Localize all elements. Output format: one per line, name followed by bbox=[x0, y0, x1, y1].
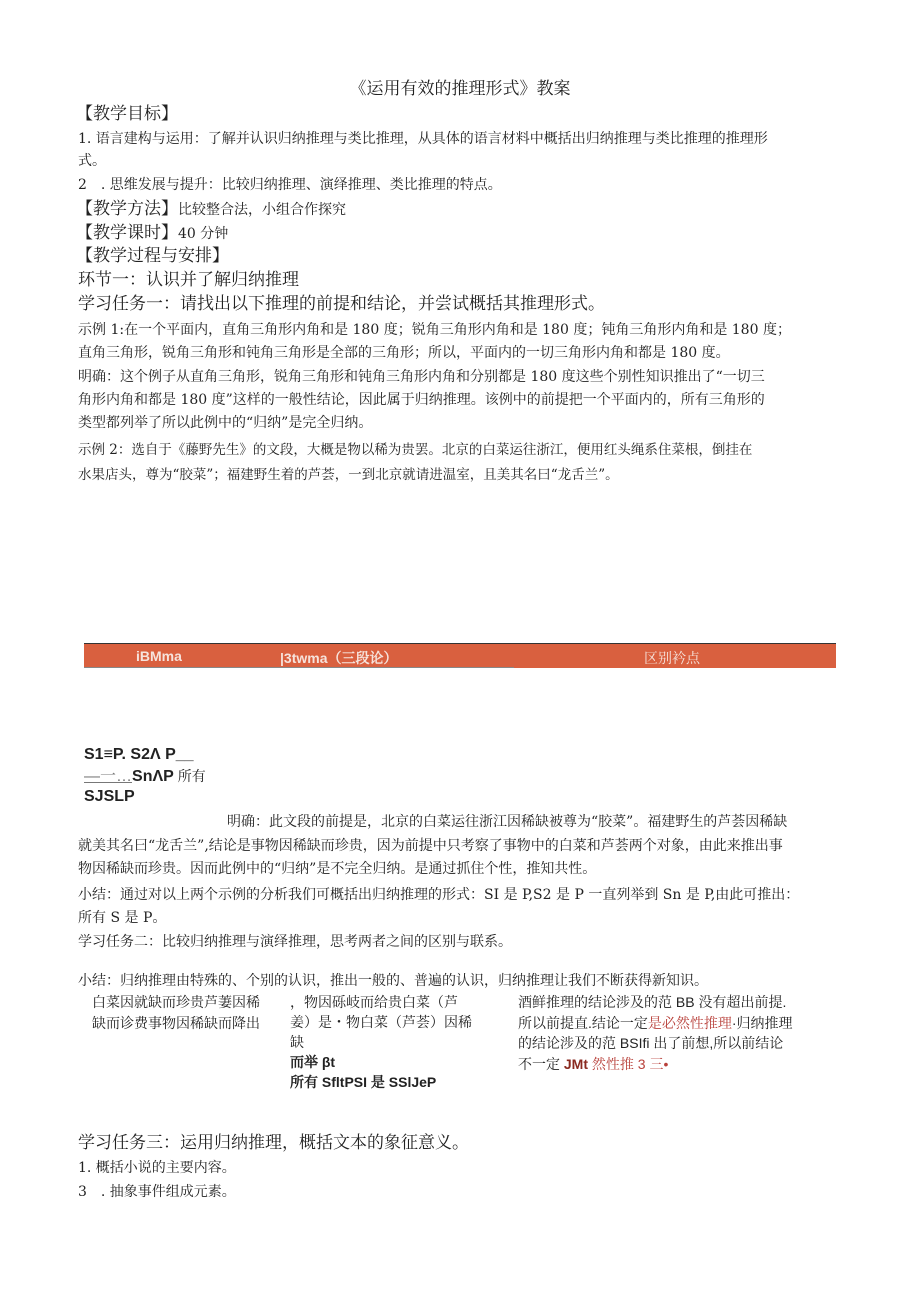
cell-text: 所以前提直.结论一定 bbox=[518, 1014, 648, 1031]
formula-sn: SnΛP bbox=[132, 768, 174, 785]
clarify-2-cont: 就美其名曰“龙舌兰”,结论是事物因稀缺而珍贵，因为前提中只考察了事物中的白菜和芦荟两个对象，由此来推出事 bbox=[78, 838, 783, 854]
summary-2: 小结：归纳推理由特殊的、个别的认识，推出一般的、普遍的认识，归纳推理让我们不断获得新知识。 bbox=[78, 973, 708, 989]
cell-line: ，物因砾岐而给贵白菜（芦 bbox=[290, 994, 458, 1010]
hours-heading: 【教学课时】 bbox=[76, 223, 178, 243]
objective-1: 1. 语言建构与运用：了解并认识归纳推理与类比推理，从具体的语言材料中概括出归纳推理与类比推理的推理形 bbox=[78, 131, 768, 147]
cell-text: ·归纳推理 bbox=[731, 1014, 793, 1031]
cell-text: 不一定 bbox=[518, 1055, 564, 1072]
cell-line: 白菜因就缺而珍贵芦萋因稀 bbox=[92, 994, 260, 1010]
table-cell-difference bbox=[518, 992, 793, 1074]
cell-line: 姜）是・物白菜（芦荟）因稀 bbox=[290, 1014, 472, 1030]
cell-line: 酒鲜推理的结论涉及的范 BB 没有超出前提. bbox=[518, 994, 787, 1010]
task-1: 学习任务一：请找出以下推理的前提和结论，并尝试概括其推理形式。 bbox=[78, 294, 605, 314]
objective-2: 2 . 思维发展与提升：比较归纳推理、演绎推理、类比推理的特点。 bbox=[78, 177, 502, 193]
cell-line bbox=[518, 1013, 793, 1034]
divider bbox=[84, 667, 514, 668]
cell-line: 缺而诊费事物因稀缺而降出 bbox=[92, 1015, 260, 1031]
formula-dashes: —一… bbox=[84, 768, 133, 785]
example-2: 示例 2：选自于《藤野先生》的文段，大概是物以稀为贵罢。北京的白菜运往浙江，便用红头绳系住菜根，倒挂在 bbox=[78, 442, 753, 458]
clarify-1: 明确：这个例子从直角三角形，锐角三角形和钝角三角形内角和分别都是 180 度这些个别性知识推出了“一切三 bbox=[78, 369, 765, 385]
method-heading: 【教学方法】 bbox=[76, 199, 178, 219]
header-deduction: |3twma（三段论） bbox=[280, 650, 398, 666]
summary-1: 小结：通过对以上两个示例的分析我们可概括出归纳推理的形式：SI 是 P,S2 是 P 一直列举到 Sn 是 P,由此可推出： bbox=[78, 887, 800, 903]
objectives-heading: 【教学目标】 bbox=[76, 104, 178, 124]
clarify-1-cont: 角形内角和都是 180 度”这样的一般性结论，因此属于归纳推理。该例中的前提把一个平面内的，所有三角形的 bbox=[78, 392, 765, 408]
clarify-1-cont2: 类型都列举了所以此例中的“归纳”是完全归纳。 bbox=[78, 415, 373, 431]
example-1: 示例 1:在一个平面内，直角三角形内角和是 180 度；锐角三角形内角和是 180 度；钝角三角形内角和是 180 度； bbox=[78, 322, 791, 338]
method-text: 比较整合法，小组合作探究 bbox=[178, 202, 346, 218]
cell-line bbox=[518, 1054, 793, 1075]
page-title: 《运用有效的推理形式》教案 bbox=[349, 79, 571, 99]
section-1: 环节一：认识并了解归纳推理 bbox=[78, 270, 299, 290]
cell-line: 而举 βt bbox=[290, 1054, 336, 1070]
cell-line: 缺 bbox=[290, 1034, 304, 1050]
hours-text: 40 分钟 bbox=[178, 226, 229, 242]
comparison-table-header bbox=[84, 643, 836, 668]
objective-1-cont: 式。 bbox=[78, 153, 106, 169]
example-1-cont: 直角三角形，锐角三角形和钝角三角形是全部的三角形；所以，平面内的一切三角形内角和都是 180 度。 bbox=[78, 345, 730, 361]
header-difference: 区别衿点 bbox=[644, 650, 700, 666]
task-3: 学习任务三：运用归纳推理，概括文本的象征意义。 bbox=[78, 1133, 469, 1153]
formula-line-1: S1≡P. S2Λ P__ bbox=[84, 746, 194, 763]
table-cell-deduction bbox=[290, 992, 472, 1092]
task-3-item-1: 1. 概括小说的主要内容。 bbox=[78, 1160, 236, 1176]
header-induction: iBMma bbox=[136, 648, 182, 664]
clarify-2: 明确：此文段的前提是，北京的白菜运往浙江因稀缺被尊为“胶菜”。福建野生的芦荟因稀缺 bbox=[227, 814, 788, 830]
task-3-item-3: 3 . 抽象事件组成元素。 bbox=[78, 1184, 236, 1200]
process-heading: 【教学过程与安排】 bbox=[76, 246, 229, 266]
task-2: 学习任务二：比较归纳推理与演绎推理，思考两者之间的区别与联系。 bbox=[78, 934, 512, 950]
clarify-2-cont2: 物因稀缺而珍贵。因而此例中的“归纳”是不完全归纳。是通过抓住个性，推知共性。 bbox=[78, 861, 597, 877]
cell-highlight: 是必然性推理 bbox=[647, 1014, 732, 1031]
example-2-cont: 水果店头，尊为“胶菜”；福建野生着的芦荟，一到北京就请进温室，且美其名曰“龙舌兰”。 bbox=[78, 467, 619, 483]
cell-highlight: JMt bbox=[563, 1055, 589, 1072]
formula-line-3: SJSLP bbox=[84, 788, 135, 805]
summary-1-cont: 所有 S 是 P。 bbox=[78, 910, 167, 926]
table-cell-induction bbox=[92, 992, 260, 1034]
cell-line: 所有 SfltPSI 是 SSlJeP bbox=[290, 1074, 437, 1090]
cell-highlight: 然性推 3 三• bbox=[588, 1055, 669, 1072]
formula-all: 所有 bbox=[173, 768, 206, 784]
cell-line: 的结论涉及的范 BSIfi 出了前想,所以前结论 bbox=[518, 1035, 784, 1051]
